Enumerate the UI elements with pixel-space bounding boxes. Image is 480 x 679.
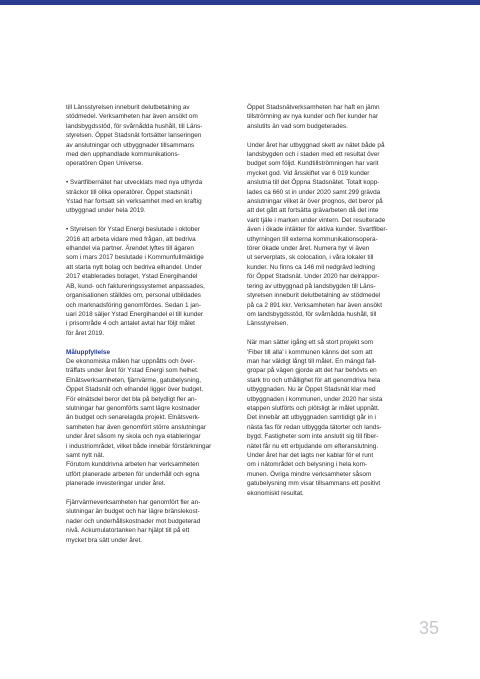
header-accent-bar bbox=[0, 0, 480, 5]
paragraph: Under året har utbyggnad skett av nätet både på landsbygden och i staden med ett resultat över budget som följd. Kundtillströmningen har varit mycket god. Vid årsskiftet var 6 019 kunder anslutna till det Öppna Stadsnätet. Totalt kopp- lades ca 660 st in under 2020 samt 299 grävda anslutningar vilket är över prognos, det beror på att det gått att fortsätta grävarbeten då det inte varit tjäle i marken under vintern. Det resulterade även i ökade intäkter för aktiva kunder. Svartfiber- uthyrningen till externa kommunikationsoperа- törer ökade under året. Numera hyr vi även ut serverplats, sk colocation, i våra lokaler till kunder. Nu finns ca 146 mil nedgrävd ledning för Öppet Stadsnät. Under 2020 har delrappor- tering av utbyggnad på landsbygden till Läns- styrelsen inneburit delutbetalning av stödmedel på ca 2 891 kkr. Verksamheten har även ansökt om landsbygdsstöd, för svårnådda hushåll, till Länsstyrelsen. bbox=[247, 141, 388, 328]
paragraph: Fjärrvärmeverksamheten har genomfört fler an- slutningar än budget och har lägre bränslekost- nader och underhållskostnader mot budgeterad nivå. Ackumulatortanken har hjälpt till på ett mycket bra sätt under året. bbox=[66, 499, 201, 544]
right-text-column bbox=[247, 103, 421, 498]
paragraph: till Länsstyrelsen inneburit delutbetalning av stödmedel. Verksamheten har även ansökt om landsbygdsstöd, för svårnådda hushåll, till Läns- styrelsen. Öppet Stadsnät fortsätter lanseringen av anslutningar och utbyggnader tillsammans med den upphandlade kommunikations- operatören Open Universe. bbox=[66, 104, 203, 168]
paragraph: Öppet Stadsnätverksamheten har haft en jämn tillströmning av nya kunder och fler kunder har anslutits än vad som budgeterades. bbox=[247, 104, 380, 130]
paragraph: De ekonomiska målen har uppnåtts och över- träffats under året för Ystad Energi som helhet. Elnätsverksamheten, fjärrvärme, gatubelysning, Öppet Stadsnät och elhandel ligger över budget. För elnätsdel beror det bla på betydligt fler an- slutningar har genomförts samt lägre kostnader än budget och senarelagda projekt. Elnätsverk- samheten har även genomfört större anslutningar under året såsom ny skola och nya etableringar i industriområdet, vilket både innebär förstärkningar samt nytt nät. bbox=[66, 357, 212, 459]
paragraph: • Styrelsen för Ystad Energi beslutade i oktober 2016 att arbeta vidare med frågan, att bedriva elhandel via partner. Ärendet lyftes till ägaren som i mars 2017 beslutade i Kommunfullmäktige att starta nytt bolag och bedriva elhandel. Under 2017 etablerades bolaget, Ystad Energihandel AB, kund- och faktureringssystemet anpassades, organisationen ställdes om, personal utbildades och marknadsföring genomfördes. Sedan 1 jan- uari 2018 säljer Ystad Energihandel el till kunder i prisområde 4 och antalet avtal har följt målet för året 2019. bbox=[66, 226, 205, 337]
paragraph: När man sätter igång ett så stort projekt som 'Fiber till alla' i kommunen känns det som att man har väldigt långt till målet. En mängd fall- gropar på vägen gjorde att det har behövts en stark tro och uthållighet för att genomdriva hela utbyggnaden. Nu är Öppet Stadsnät klar med utbyggnaden i kommunen, under 2020 har sista etappen slutförts och plötsligt är målet uppnått. Det innebär att utbyggnaden samtidigt går in i nästa fas för redan utbyggda tätorter och lands- bygd. Fastigheter som inte anslutit sig till fiber- nätet får nu ett erbjudande om efteranslutning. Under året har det lagts ner kablar för el runt om i nätområdet och belysning i hela kom- munen. Övriga mindre verksamheter såsom gatubelysning mm visar tillsammans ett positivt ekonomiskt resultat. bbox=[247, 339, 383, 497]
page-number: 35 bbox=[419, 618, 440, 638]
section-heading: Måluppfyllelse bbox=[66, 348, 111, 356]
paragraph: Förutom kunddrivna arbeten har verksamheten utfört planerade arbeten för underhåll och egna planerade investeringar under året. bbox=[66, 461, 200, 488]
paragraph: • Svartfibernätet har utvecklats med nya uthyrda sträckor till olika operatörer. Öppet stadsnät i Ystad har fortsatt sin verksamhet med en kraftig utbyggnad under hela 2019. bbox=[66, 179, 203, 215]
left-text-column bbox=[66, 103, 240, 545]
